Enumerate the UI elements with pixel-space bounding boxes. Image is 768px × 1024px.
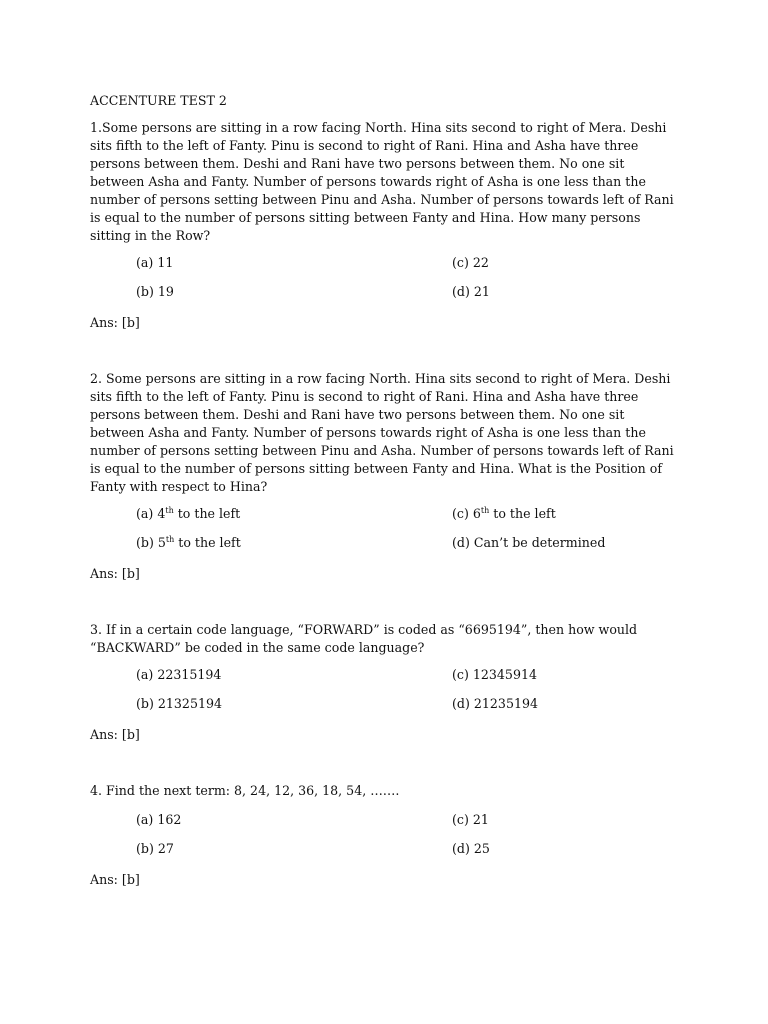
spacer xyxy=(90,332,680,370)
option-a: (a) 22315194 xyxy=(136,667,222,682)
option-c: (c) 12345914 xyxy=(452,667,537,682)
option-d: (d) Can’t be determined xyxy=(452,535,606,550)
spacer xyxy=(90,583,680,621)
question-text: 1.Some persons are sitting in a row facing North. Hina sits second to right of Mera. Deshi sits fifth to the left of Fanty. Pinu is second to right of Rani. Hina and Asha have three persons between them. Deshi and Rani have two persons between them. No one sit between Asha and Fanty. Number of persons towards right of Asha is one less than the number of persons setting between Pinu and Asha. Number of persons towards left of Rani is equal to the number of persons sitting between Fanty and Hina. How many persons sitting in the Row? xyxy=(90,120,674,243)
spacer xyxy=(90,744,680,782)
document-page xyxy=(90,92,680,889)
options xyxy=(90,666,680,724)
question-text: 4. Find the next term: 8, 24, 12, 36, 18, 54, ……. xyxy=(90,783,400,798)
option-a: (a) 11 xyxy=(136,255,174,270)
option-c: (c) 21 xyxy=(452,812,489,827)
answer: Ans: [b] xyxy=(90,315,140,330)
question-3 xyxy=(90,621,680,744)
options xyxy=(90,505,680,563)
document-title: ACCENTURE TEST 2 xyxy=(90,93,227,108)
option-b: (b) 5th to the left xyxy=(136,534,241,550)
option-b: (b) 27 xyxy=(136,841,174,856)
option-c: (c) 6th to the left xyxy=(452,505,556,521)
option-b: (b) 19 xyxy=(136,284,174,299)
answer: Ans: [b] xyxy=(90,872,140,887)
options xyxy=(90,254,680,312)
answer: Ans: [b] xyxy=(90,727,140,742)
question-text: 3. If in a certain code language, “FORWARD” is coded as “6695194”, then how would “BACKWARD” be coded in the same code language? xyxy=(90,622,638,655)
answer: Ans: [b] xyxy=(90,566,140,581)
question-4 xyxy=(90,782,680,889)
option-d: (d) 21235194 xyxy=(452,696,538,711)
question-1 xyxy=(90,119,680,332)
options xyxy=(90,811,680,869)
option-a: (a) 4th to the left xyxy=(136,505,241,521)
option-d: (d) 21 xyxy=(452,284,490,299)
option-c: (c) 22 xyxy=(452,255,489,270)
option-d: (d) 25 xyxy=(452,841,490,856)
option-b: (b) 21325194 xyxy=(136,696,222,711)
question-text: 2. Some persons are sitting in a row facing North. Hina sits second to right of Mera. Deshi sits fifth to the left of Fanty. Pinu is second to right of Rani. Hina and Asha have three persons between them. Deshi and Rani have two persons between them. No one sit between Asha and Fanty. Number of persons towards right of Asha is one less than the number of persons setting between Pinu and Asha. Number of persons towards left of Rani is equal to the number of persons sitting between Fanty and Hina. What is the Position of Fanty with respect to Hina? xyxy=(90,371,674,494)
question-2 xyxy=(90,370,680,583)
option-a: (a) 162 xyxy=(136,812,182,827)
